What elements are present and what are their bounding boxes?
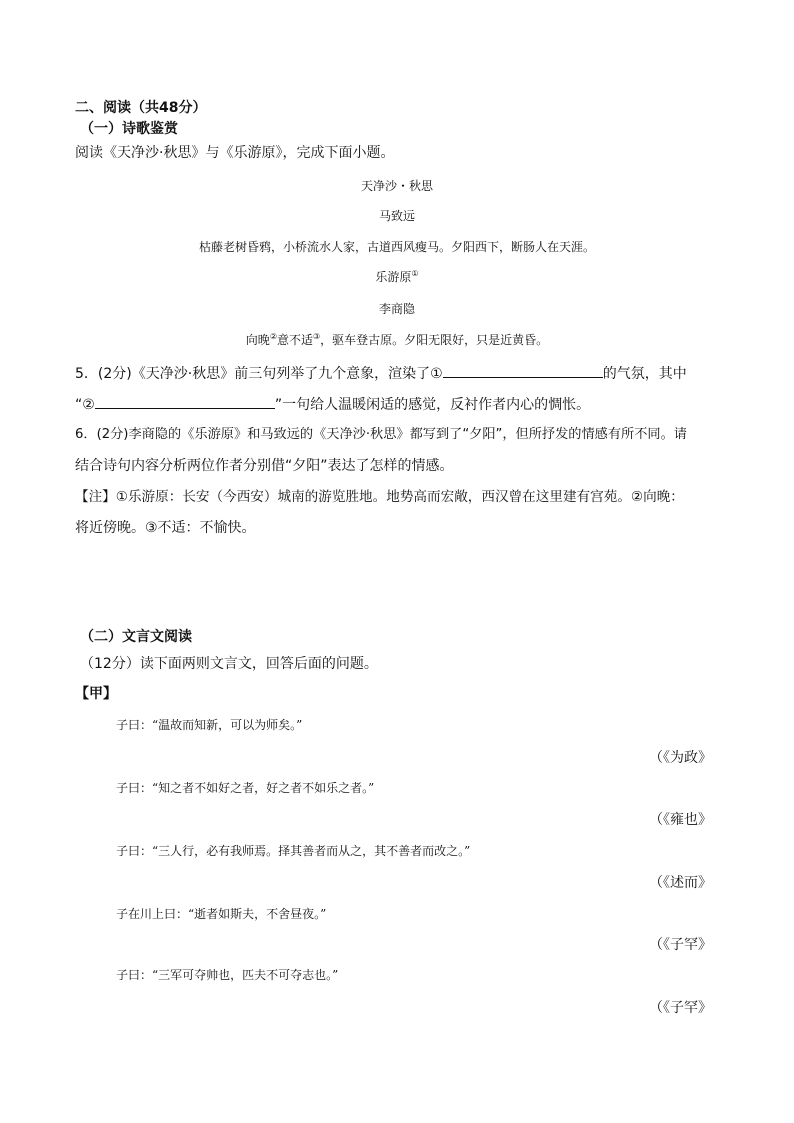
poem2-seg1: 向晚 [245,333,270,347]
footnote-mark-3: ③ [313,332,321,341]
jia-label: 【甲】 [75,686,117,702]
part1-title: （一）诗歌鉴赏 [80,121,178,137]
part2-title: （二）文言文阅读 [80,629,192,645]
poem2-title [0,268,794,286]
quote-2-source: （《雍也》 [649,812,712,828]
quote-4-source: （《子罕》 [649,937,712,953]
question-5-line2 [75,394,590,415]
note-line2: 将近傍晚。③不适：不愉快。 [75,520,256,536]
q5-prefix: 5．(2分)《天净沙·秋思》前三句列举了九个意象，渲染了① [75,366,443,382]
quote-5: 子曰：“三军可夺帅也，匹夫不可夺志也。” [116,968,339,982]
section-title: 二、阅读（共48分） [75,100,207,116]
q5-blank-1[interactable] [443,363,603,378]
poem2-author: 李商隐 [378,302,415,316]
question-6-line2: 结合诗句内容分析两位作者分别借“夕阳”表达了怎样的情感。 [75,458,454,474]
q5-suffix: 的气氛，其中 [602,366,687,382]
poem2-seg3: ，驱车登古原。夕阳无限好，只是近黄昏。 [320,333,549,347]
poem1-text: 枯藤老树昏鸦，小桥流水人家，古道西风瘦马。夕阳西下，断肠人在天涯。 [198,240,595,254]
q5-line2-suffix: ”一句给人温暖闲适的感觉，反衬作者内心的惆怅。 [274,397,591,413]
question-5-line1 [75,363,687,384]
q5-blank-2[interactable] [95,394,275,409]
reading-instruction: 阅读《天净沙·秋思》与《乐游原》，完成下面小题。 [75,145,395,161]
note-line1: 【注】①乐游原：长安（今西安）城南的游览胜地。地势高而宏敞，西汉曾在这里建有宫苑。②向晚： [75,489,684,505]
poem2-text [0,331,794,349]
poem2-seg2: 意不适 [276,333,313,347]
quote-1-source: （《为政》 [649,750,712,766]
quote-2: 子曰：“知之者不如好之者，好之者不如乐之者。” [116,781,375,795]
quote-1: 子曰：“温故而知新，可以为师矣。” [116,718,303,732]
poem2-title-text: 乐游原 [375,270,412,284]
question-6-line1: 6．(2分)李商隐的《乐游原》和马致远的《天净沙·秋思》都写到了“夕阳”，但所抒发的情感有所不同。请 [75,427,687,442]
quote-5-source: （《子罕》 [649,1000,712,1016]
poem1-author: 马致远 [378,209,415,223]
footnote-mark-1: ① [411,269,419,278]
quote-3: 子曰：“三人行，必有我师焉。择其善者而从之，其不善者而改之。” [116,844,471,858]
quote-3-source: （《述而》 [649,875,712,891]
footnote-mark-2: ② [269,332,277,341]
poem1-title: 天净沙・秋思 [360,179,433,193]
quote-4: 子在川上曰：“逝者如斯夫，不舍昼夜。” [116,907,327,921]
part2-instruction: （12分）读下面两则文言文，回答后面的问题。 [80,656,378,672]
q5-line2-prefix: “② [75,397,95,413]
